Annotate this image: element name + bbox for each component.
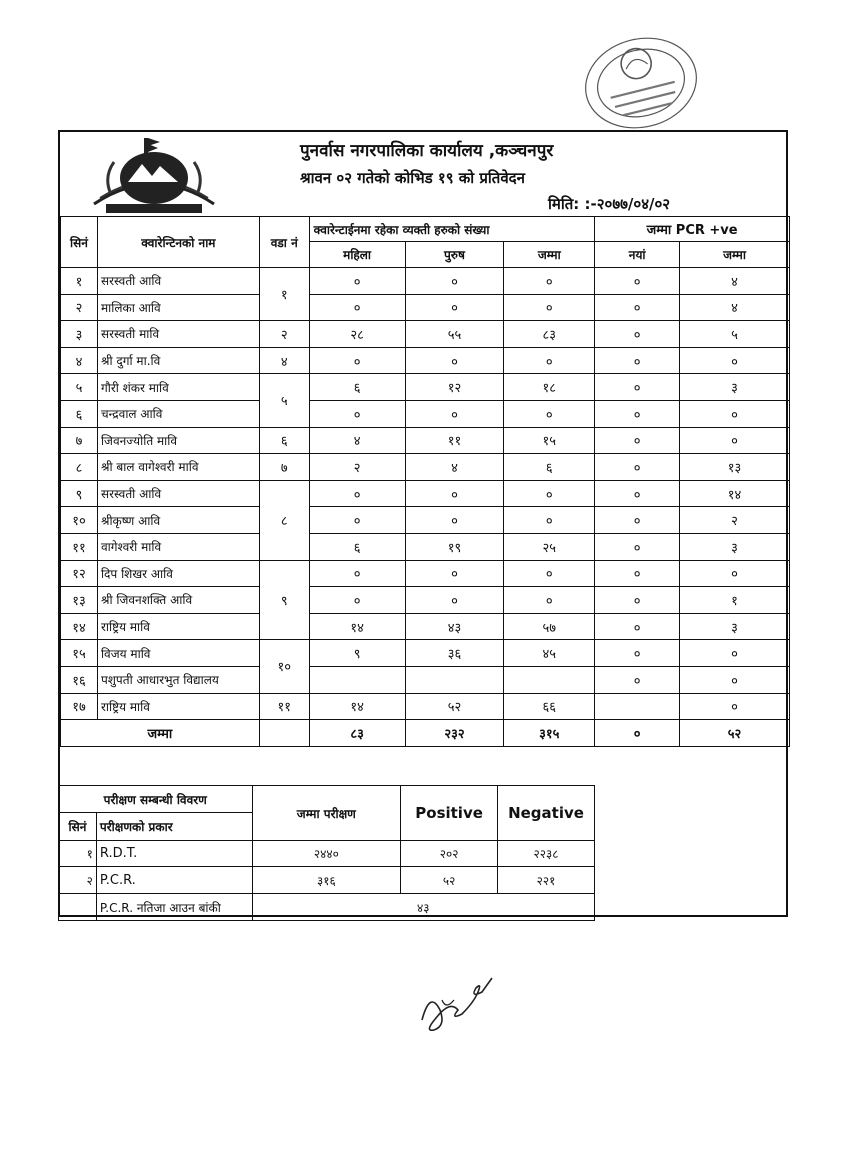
row-total: २५ bbox=[504, 533, 595, 560]
row-ward: ९ bbox=[259, 560, 309, 640]
row-ward: ४ bbox=[259, 347, 309, 374]
row-new: ० bbox=[595, 374, 680, 401]
col-total-header: जम्मा bbox=[504, 242, 595, 268]
row-pcr-total: ० bbox=[680, 427, 790, 454]
row-new: ० bbox=[595, 347, 680, 374]
row-new: ० bbox=[595, 507, 680, 534]
office-stamp bbox=[578, 28, 704, 138]
row-new: ० bbox=[595, 454, 680, 481]
row-pcr-total: १४ bbox=[680, 480, 790, 507]
nepal-emblem-icon bbox=[84, 134, 224, 216]
row-sn: २ bbox=[61, 294, 98, 321]
row-pcr-total: १ bbox=[680, 587, 790, 614]
table-row bbox=[61, 294, 790, 321]
col-sn-header: सिनं bbox=[61, 217, 98, 268]
row-total: ० bbox=[504, 347, 595, 374]
row-sn: १ bbox=[61, 268, 98, 295]
row-new: ० bbox=[595, 427, 680, 454]
row-name: जिवनज्योति मावि bbox=[97, 427, 259, 454]
row-male: ० bbox=[405, 587, 504, 614]
row-name: श्रीकृष्ण आवि bbox=[97, 507, 259, 534]
row-female: ४ bbox=[309, 427, 405, 454]
test-type-header: परीक्षणको प्रकार bbox=[96, 813, 252, 841]
row-pcr-total: ४ bbox=[680, 294, 790, 321]
col-pcr-total-header: जम्मा bbox=[680, 242, 790, 268]
test-negative: २२१ bbox=[498, 867, 595, 894]
row-sn: ५ bbox=[61, 374, 98, 401]
row-female bbox=[309, 666, 405, 693]
pcr-group-header: जम्मा PCR +ve bbox=[595, 217, 790, 242]
report-date: मिति: :-२०७७/०४/०२ bbox=[548, 195, 671, 213]
row-sn: ९ bbox=[61, 480, 98, 507]
table-row bbox=[61, 427, 790, 454]
row-total: १५ bbox=[504, 427, 595, 454]
row-name: चन्द्रवाल आवि bbox=[97, 400, 259, 427]
table-row bbox=[61, 560, 790, 587]
test-details-table bbox=[58, 785, 595, 921]
signature bbox=[412, 960, 502, 1040]
row-female: ० bbox=[309, 560, 405, 587]
row-ward: २ bbox=[259, 321, 309, 348]
row-total: ० bbox=[504, 268, 595, 295]
row-sn: १६ bbox=[61, 666, 98, 693]
row-female: ० bbox=[309, 507, 405, 534]
persons-group-header: क्वारेन्टाईनमा रहेका व्यक्ती हरुको संख्या bbox=[309, 217, 595, 242]
pending-sn bbox=[59, 894, 97, 921]
row-female: १४ bbox=[309, 613, 405, 640]
row-pcr-total: ० bbox=[680, 640, 790, 667]
row-total bbox=[504, 666, 595, 693]
row-sn: १७ bbox=[61, 693, 98, 720]
row-male: ० bbox=[405, 347, 504, 374]
row-pcr-total: ० bbox=[680, 666, 790, 693]
row-total: ४५ bbox=[504, 640, 595, 667]
table-row bbox=[61, 666, 790, 693]
report-header bbox=[60, 132, 786, 216]
table-row bbox=[61, 507, 790, 534]
table-row bbox=[61, 454, 790, 481]
test-positive: २०२ bbox=[401, 841, 498, 867]
row-total: ० bbox=[504, 294, 595, 321]
test-positive-header: Positive bbox=[401, 786, 498, 841]
test-type: R.D.T. bbox=[96, 841, 252, 867]
row-female: ६ bbox=[309, 533, 405, 560]
row-male bbox=[405, 666, 504, 693]
row-pcr-total: ० bbox=[680, 560, 790, 587]
test-negative: २२३८ bbox=[498, 841, 595, 867]
row-total: ६६ bbox=[504, 693, 595, 720]
row-pcr-total: ० bbox=[680, 347, 790, 374]
row-pcr-total: ५ bbox=[680, 321, 790, 348]
row-female: ० bbox=[309, 294, 405, 321]
row-total: ० bbox=[504, 560, 595, 587]
pending-value: ४३ bbox=[252, 894, 594, 921]
row-ward: ११ bbox=[259, 693, 309, 720]
row-male: १२ bbox=[405, 374, 504, 401]
test-row bbox=[59, 841, 595, 867]
row-male: ० bbox=[405, 560, 504, 587]
test-negative-header: Negative bbox=[498, 786, 595, 841]
row-male: ४ bbox=[405, 454, 504, 481]
row-name: सरस्वती मावि bbox=[97, 321, 259, 348]
row-name: विजय मावि bbox=[97, 640, 259, 667]
row-pcr-total: ४ bbox=[680, 268, 790, 295]
row-female: ० bbox=[309, 268, 405, 295]
pending-row bbox=[59, 894, 595, 921]
table-row bbox=[61, 400, 790, 427]
test-total-header: जम्मा परीक्षण bbox=[252, 786, 401, 841]
row-female: ० bbox=[309, 587, 405, 614]
test-details-header: परीक्षण सम्बन्धी विवरण bbox=[59, 786, 253, 813]
row-total: ६ bbox=[504, 454, 595, 481]
table-row bbox=[61, 693, 790, 720]
table-row bbox=[61, 321, 790, 348]
row-ward: १० bbox=[259, 640, 309, 693]
row-female: ० bbox=[309, 400, 405, 427]
table-row bbox=[61, 374, 790, 401]
test-row bbox=[59, 867, 595, 894]
row-sn: ७ bbox=[61, 427, 98, 454]
test-sn: १ bbox=[59, 841, 97, 867]
quarantine-table bbox=[60, 216, 790, 747]
row-female: २८ bbox=[309, 321, 405, 348]
row-sn: १० bbox=[61, 507, 98, 534]
col-ward-header: वडा नं bbox=[259, 217, 309, 268]
row-total: १८ bbox=[504, 374, 595, 401]
table-row bbox=[61, 533, 790, 560]
row-name: पशुपती आधारभुत विद्यालय bbox=[97, 666, 259, 693]
row-sn: ६ bbox=[61, 400, 98, 427]
totals-label: जम्मा bbox=[61, 720, 260, 747]
row-total: ० bbox=[504, 507, 595, 534]
test-header-row bbox=[59, 786, 595, 813]
row-new bbox=[595, 693, 680, 720]
row-sn: ३ bbox=[61, 321, 98, 348]
row-name: राष्ट्रिय मावि bbox=[97, 693, 259, 720]
row-name: दिप शिखर आवि bbox=[97, 560, 259, 587]
row-new: ० bbox=[595, 294, 680, 321]
totals-new: ० bbox=[595, 720, 680, 747]
row-male: ११ bbox=[405, 427, 504, 454]
row-name: श्री दुर्गा मा.वि bbox=[97, 347, 259, 374]
row-female: ० bbox=[309, 347, 405, 374]
totals-ward bbox=[259, 720, 309, 747]
row-male: ० bbox=[405, 294, 504, 321]
row-sn: १५ bbox=[61, 640, 98, 667]
row-male: ० bbox=[405, 400, 504, 427]
row-male: ० bbox=[405, 507, 504, 534]
totals-female: ८३ bbox=[309, 720, 405, 747]
row-ward: ५ bbox=[259, 374, 309, 427]
row-male: १९ bbox=[405, 533, 504, 560]
report-subtitle: श्रावन ०२ गतेको कोभिड १९ को प्रतिवेदन bbox=[300, 169, 525, 187]
row-total: ० bbox=[504, 480, 595, 507]
row-male: ० bbox=[405, 480, 504, 507]
report-document bbox=[58, 130, 788, 917]
row-ward: ६ bbox=[259, 427, 309, 454]
row-name: सरस्वती आवि bbox=[97, 268, 259, 295]
row-name: गौरी शंकर मावि bbox=[97, 374, 259, 401]
row-name: श्री जिवनशक्ति आवि bbox=[97, 587, 259, 614]
row-total: ० bbox=[504, 400, 595, 427]
row-pcr-total: ३ bbox=[680, 374, 790, 401]
table-row bbox=[61, 640, 790, 667]
test-total: ३१६ bbox=[252, 867, 401, 894]
row-new: ० bbox=[595, 666, 680, 693]
row-female: ६ bbox=[309, 374, 405, 401]
row-male: ० bbox=[405, 268, 504, 295]
totals-total: ३१५ bbox=[504, 720, 595, 747]
row-pcr-total: ३ bbox=[680, 613, 790, 640]
row-sn: १४ bbox=[61, 613, 98, 640]
col-male-header: पुरुष bbox=[405, 242, 504, 268]
table-row bbox=[61, 268, 790, 295]
row-sn: ११ bbox=[61, 533, 98, 560]
row-sn: ४ bbox=[61, 347, 98, 374]
row-ward: ८ bbox=[259, 480, 309, 560]
row-name: राष्ट्रिय मावि bbox=[97, 613, 259, 640]
row-new: ० bbox=[595, 480, 680, 507]
row-pcr-total: ३ bbox=[680, 533, 790, 560]
row-new: ० bbox=[595, 640, 680, 667]
row-male: ५२ bbox=[405, 693, 504, 720]
row-new: ० bbox=[595, 560, 680, 587]
row-name: श्री बाल वागेश्वरी मावि bbox=[97, 454, 259, 481]
row-name: सरस्वती आवि bbox=[97, 480, 259, 507]
row-new: ० bbox=[595, 587, 680, 614]
row-total: ० bbox=[504, 587, 595, 614]
totals-row bbox=[61, 720, 790, 747]
test-positive: ५२ bbox=[401, 867, 498, 894]
test-total: २४४० bbox=[252, 841, 401, 867]
row-male: ३६ bbox=[405, 640, 504, 667]
table-header-row bbox=[61, 217, 790, 242]
col-female-header: महिला bbox=[309, 242, 405, 268]
table-row bbox=[61, 613, 790, 640]
row-female: ० bbox=[309, 480, 405, 507]
row-new: ० bbox=[595, 321, 680, 348]
totals-pcr-total: ५२ bbox=[680, 720, 790, 747]
row-new: ० bbox=[595, 533, 680, 560]
row-new: ० bbox=[595, 400, 680, 427]
test-sn-header: सिनं bbox=[59, 813, 97, 841]
col-new-header: नयां bbox=[595, 242, 680, 268]
test-type: P.C.R. bbox=[96, 867, 252, 894]
row-new: ० bbox=[595, 268, 680, 295]
pending-label: P.C.R. नतिजा आउन बांकी bbox=[96, 894, 252, 921]
row-pcr-total: २ bbox=[680, 507, 790, 534]
row-total: ५७ bbox=[504, 613, 595, 640]
totals-male: २३२ bbox=[405, 720, 504, 747]
row-ward: ७ bbox=[259, 454, 309, 481]
row-total: ८३ bbox=[504, 321, 595, 348]
row-pcr-total: १३ bbox=[680, 454, 790, 481]
row-sn: १३ bbox=[61, 587, 98, 614]
row-female: १४ bbox=[309, 693, 405, 720]
row-ward: १ bbox=[259, 268, 309, 321]
office-title: पुनर्वास नगरपालिका कार्यालय ,कञ्चनपुर bbox=[300, 141, 554, 161]
row-sn: ८ bbox=[61, 454, 98, 481]
row-name: वागेश्वरी मावि bbox=[97, 533, 259, 560]
row-male: ४३ bbox=[405, 613, 504, 640]
row-sn: १२ bbox=[61, 560, 98, 587]
table-row bbox=[61, 347, 790, 374]
row-pcr-total: ० bbox=[680, 400, 790, 427]
table-row bbox=[61, 480, 790, 507]
table-row bbox=[61, 587, 790, 614]
row-male: ५५ bbox=[405, 321, 504, 348]
row-pcr-total: ० bbox=[680, 693, 790, 720]
row-new: ० bbox=[595, 613, 680, 640]
test-sn: २ bbox=[59, 867, 97, 894]
row-name: मालिका आवि bbox=[97, 294, 259, 321]
row-female: २ bbox=[309, 454, 405, 481]
col-name-header: क्वारेन्टिनकाे नाम bbox=[97, 217, 259, 268]
row-female: ९ bbox=[309, 640, 405, 667]
